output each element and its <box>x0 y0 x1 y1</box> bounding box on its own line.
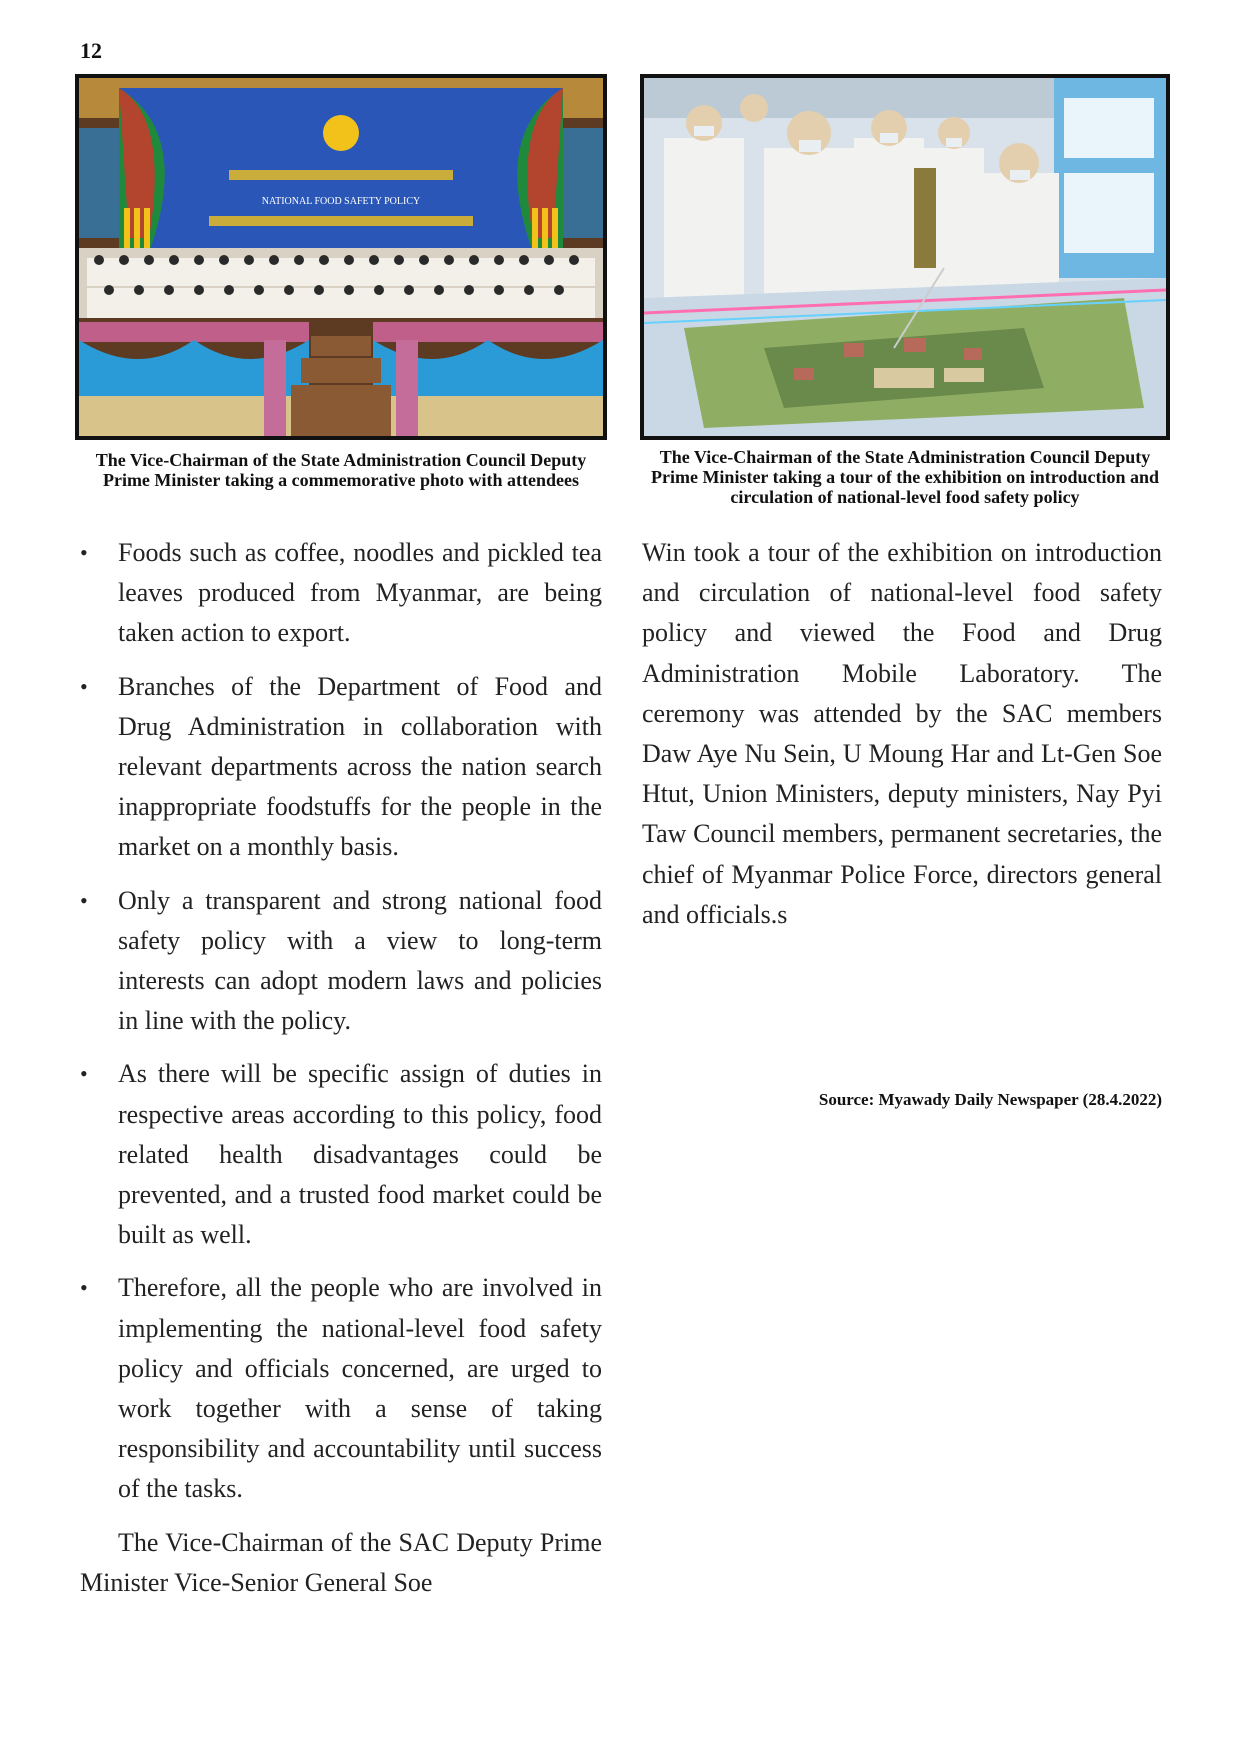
banner-title: NATIONAL FOOD SAFETY POLICY <box>261 196 421 207</box>
ceremony-photo-illustration <box>79 78 603 436</box>
source-citation: Source: Myawady Daily Newspaper (28.4.2022) <box>818 1090 1162 1109</box>
exhibition-photo-caption: The Vice-Chairman of the State Administration Council Deputy Prime Minister taking a tour of the exhibition on introduction and circulation of national-level food safety policy <box>650 447 1160 507</box>
bullet-icon: • <box>80 887 88 913</box>
right-column <box>642 533 1162 935</box>
bullet-icon: • <box>80 673 88 699</box>
page-number: 12 <box>80 38 102 63</box>
exhibition-photo <box>640 74 1170 440</box>
bullet-item <box>80 667 602 868</box>
continued-paragraph: Win took a tour of the exhibition on introduction and circulation of national-level food safety policy and viewed the Food and Drug Administration Mobile Laboratory. The ceremony was attended by the SAC members Daw Aye Nu Sein, U Moung Har and Lt-Gen Soe Htut, Union Ministers, deputy ministers, Nay Pyi Taw Council members, permanent secretaries, the chief of Myanmar Police Force, directors general and officials.s <box>642 538 1162 929</box>
bullet-icon: • <box>80 1061 88 1087</box>
bullet-icon: • <box>80 1275 88 1301</box>
bullet-item <box>80 1054 602 1255</box>
closing-paragraph: The Vice-Chairman of the SAC Deputy Prime Minister Vice-Senior General Soe <box>80 1527 602 1597</box>
bullet-item <box>80 881 602 1042</box>
bullet-text: Branches of the Department of Food and Drug Administration in collaboration with relevant departments across the nation search inappropriate foodstuffs for the people in the market on a monthly basis. <box>118 671 602 862</box>
bullet-text: As there will be specific assign of duties in respective areas according to this policy, food related health disadvantages could be prevented, and a trusted food market could be built as well. <box>118 1059 602 1250</box>
bullet-icon: • <box>80 540 88 565</box>
ceremony-photo-caption: The Vice-Chairman of the State Administration Council Deputy Prime Minister taking a commemorative photo with attendees <box>95 450 587 490</box>
bullet-text: Therefore, all the people who are involved in implementing the national-level food safety policy and officials concerned, are urged to work together with a sense of taking responsibility and accountability until success of the tasks. <box>118 1273 602 1504</box>
bullet-text: Foods such as coffee, noodles and pickled tea leaves produced from Myanmar, are being taken action to export. <box>118 538 602 648</box>
bullet-text: Only a transparent and strong national food safety policy with a view to long-term interests can adopt modern laws and policies in line with the policy. <box>118 885 602 1036</box>
exhibition-photo-illustration <box>644 78 1166 436</box>
left-column <box>80 533 602 1603</box>
ceremony-photo <box>75 74 607 440</box>
bullet-item <box>80 533 602 654</box>
bullet-item <box>80 1268 602 1509</box>
bullet-list <box>80 533 602 1510</box>
